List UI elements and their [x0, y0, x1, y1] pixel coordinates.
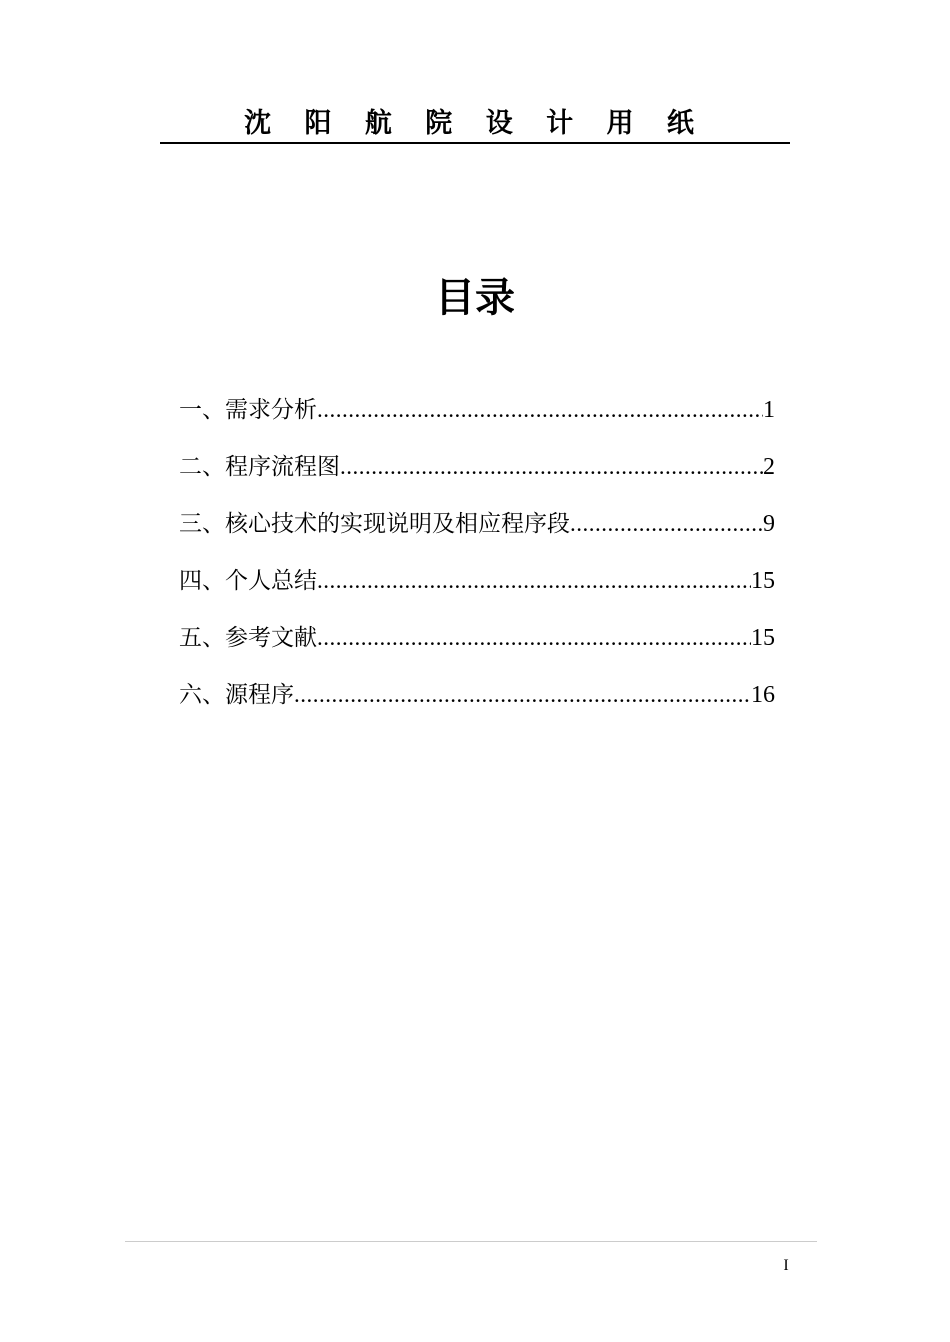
toc-entry-references[interactable]	[179, 618, 775, 675]
toc-entry-page: 15	[751, 625, 775, 651]
toc-entry-personal-summary[interactable]	[179, 561, 775, 618]
toc-dot-leader	[317, 618, 751, 658]
toc-entry-page: 9	[763, 511, 775, 537]
toc-list	[179, 390, 775, 732]
toc-entry-page: 16	[751, 682, 775, 708]
toc-entry-page: 2	[763, 454, 775, 480]
toc-entry-label: 四、个人总结	[179, 568, 317, 594]
header-title: 沈 阳 航 院 设 计 用 纸	[244, 108, 706, 139]
toc-entry-label: 二、程序流程图	[179, 454, 340, 480]
toc-entry-label: 三、核心技术的实现说明及相应程序段	[179, 511, 570, 537]
footer-page-number: I	[783, 1257, 789, 1274]
toc-entry-page: 15	[751, 568, 775, 594]
toc-dot-leader	[570, 504, 763, 544]
toc-entry-page: 1	[763, 397, 775, 423]
toc-entry-label: 六、源程序	[179, 682, 294, 708]
header-rule	[160, 142, 790, 144]
toc-dot-leader	[340, 447, 763, 487]
toc-entry-flowchart[interactable]	[179, 447, 775, 504]
toc-entry-core-technology[interactable]	[179, 504, 775, 561]
toc-entry-requirements[interactable]	[179, 390, 775, 447]
toc-entry-label: 一、需求分析	[179, 397, 317, 423]
toc-entry-source-code[interactable]	[179, 675, 775, 732]
toc-dot-leader	[294, 675, 751, 715]
footer-rule	[125, 1241, 817, 1242]
toc-dot-leader	[317, 561, 751, 601]
toc-dot-leader	[317, 390, 763, 430]
toc-title: 目录	[435, 274, 515, 321]
toc-entry-label: 五、参考文献	[179, 625, 317, 651]
